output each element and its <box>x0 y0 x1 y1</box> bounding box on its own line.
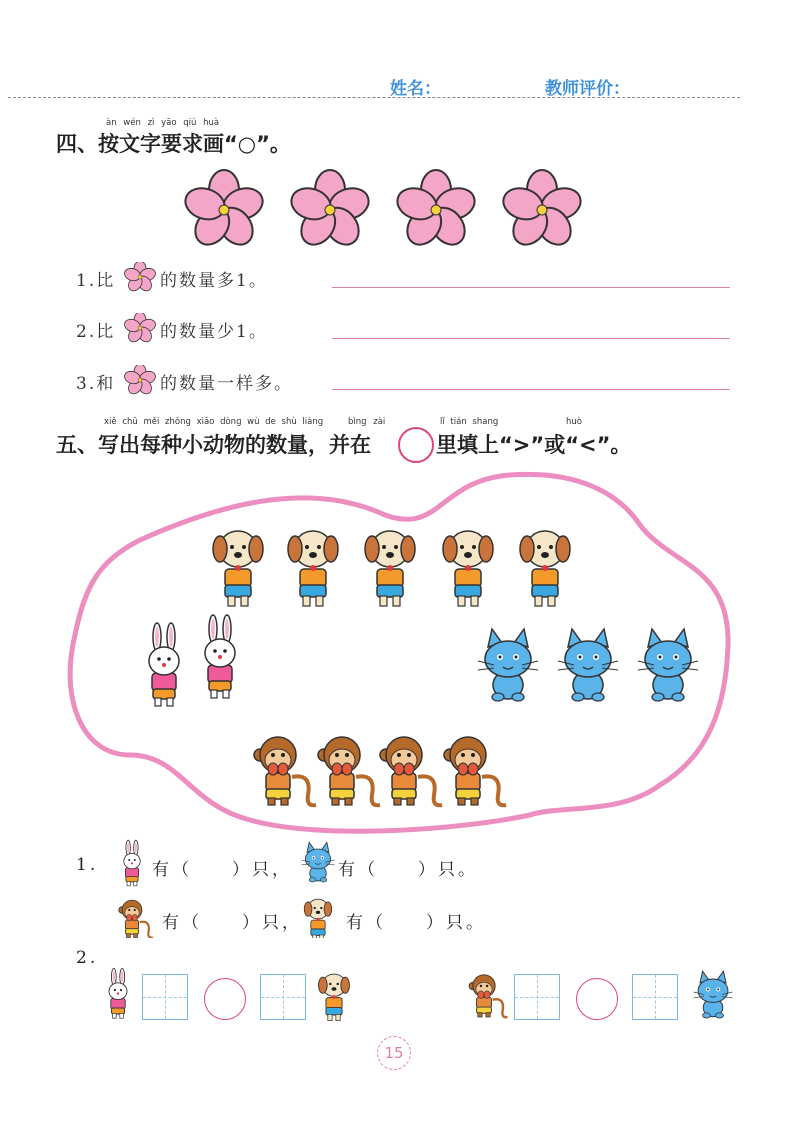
teacher-evaluation-label: 教师评价： <box>545 79 630 99</box>
cat-icon <box>558 629 618 701</box>
flower-icon <box>393 170 478 248</box>
item-suffix: 的数量一样多。 <box>160 374 293 394</box>
cat-icon <box>684 962 742 1024</box>
q2-number: 2. <box>76 948 99 968</box>
dog-icon <box>443 531 493 606</box>
section5-pinyin-a: xiě chū měi zhǒng xiǎo dòng wù de shù liàng <box>104 417 324 427</box>
section5-pinyin-c: lǐ tián shang <box>440 417 499 427</box>
s4-item3 <box>76 369 115 394</box>
q1-dog-count[interactable]: 有（ ）只。 <box>346 913 486 933</box>
dog-icon <box>213 531 263 606</box>
flower-icon <box>287 170 372 248</box>
dog-icon <box>520 531 570 606</box>
item-prefix: 比 <box>96 322 116 342</box>
rabbit-icon <box>149 623 179 706</box>
item-prefix: 和 <box>96 374 116 394</box>
item-number: 2. <box>76 322 97 342</box>
section4-title: 四、按文字要求画“○”。 <box>56 132 291 156</box>
header-divider <box>8 97 740 98</box>
dog-icon <box>288 531 338 606</box>
q1-monkey-count[interactable]: 有（ ）只， <box>162 913 302 933</box>
dog-icon <box>298 890 338 938</box>
answer-box[interactable] <box>632 974 678 1020</box>
animal-scene <box>60 455 750 840</box>
flower-icon <box>499 170 584 248</box>
rabbit-icon <box>98 960 138 1022</box>
section5-title-a: 五、写出每种小动物的数量，并在 <box>56 433 371 457</box>
compare-circle[interactable] <box>204 978 246 1020</box>
answer-box[interactable] <box>514 974 560 1020</box>
answer-line-1[interactable] <box>332 287 730 288</box>
monkey-icon <box>254 737 316 805</box>
flower-icon <box>124 313 156 343</box>
q1-cat-count[interactable]: 有（ ）只。 <box>338 860 478 880</box>
section5-title-b: 里填上“>”或“<”。 <box>436 433 632 457</box>
monkey-icon <box>462 962 512 1024</box>
cat-icon <box>638 629 698 701</box>
answer-box[interactable] <box>142 974 188 1020</box>
s4-item2 <box>76 317 115 342</box>
cat-icon <box>298 838 338 884</box>
item-number: 1. <box>76 271 97 291</box>
name-label: 姓名： <box>390 79 441 99</box>
compare-circle[interactable] <box>576 978 618 1020</box>
dog-row <box>213 531 570 606</box>
rabbit-icon <box>112 836 152 888</box>
q1-rabbit-count[interactable]: 有（ ）只， <box>152 860 292 880</box>
section5-pinyin-b: bìng zài <box>348 417 386 427</box>
answer-box[interactable] <box>260 974 306 1020</box>
answer-line-2[interactable] <box>332 338 730 339</box>
flower-icon <box>124 365 156 395</box>
monkey-icon <box>444 737 506 805</box>
rabbit-group <box>149 615 235 706</box>
monkey-icon <box>110 890 158 938</box>
q1-number: 1. <box>76 855 99 875</box>
item-suffix: 的数量多1。 <box>160 271 268 291</box>
monkey-icon <box>380 737 442 805</box>
cat-icon <box>478 629 538 701</box>
item-number: 3. <box>76 374 97 394</box>
section5-pinyin-d: huò <box>566 417 582 427</box>
dog-icon <box>312 962 356 1024</box>
s4-item1 <box>76 266 115 291</box>
dog-icon <box>365 531 415 606</box>
flower-icon <box>181 170 266 248</box>
cat-row <box>478 629 698 701</box>
monkey-icon <box>318 737 380 805</box>
flower-icon <box>124 262 156 292</box>
flower-row <box>180 168 600 248</box>
answer-line-3[interactable] <box>332 389 730 390</box>
monkey-row <box>254 737 506 805</box>
item-suffix: 的数量少1。 <box>160 322 268 342</box>
item-prefix: 比 <box>96 271 116 291</box>
page-number: 15 <box>377 1036 411 1070</box>
rabbit-icon <box>205 615 235 698</box>
section4-pinyin: àn wén zì yāo qiú huà <box>106 118 220 128</box>
